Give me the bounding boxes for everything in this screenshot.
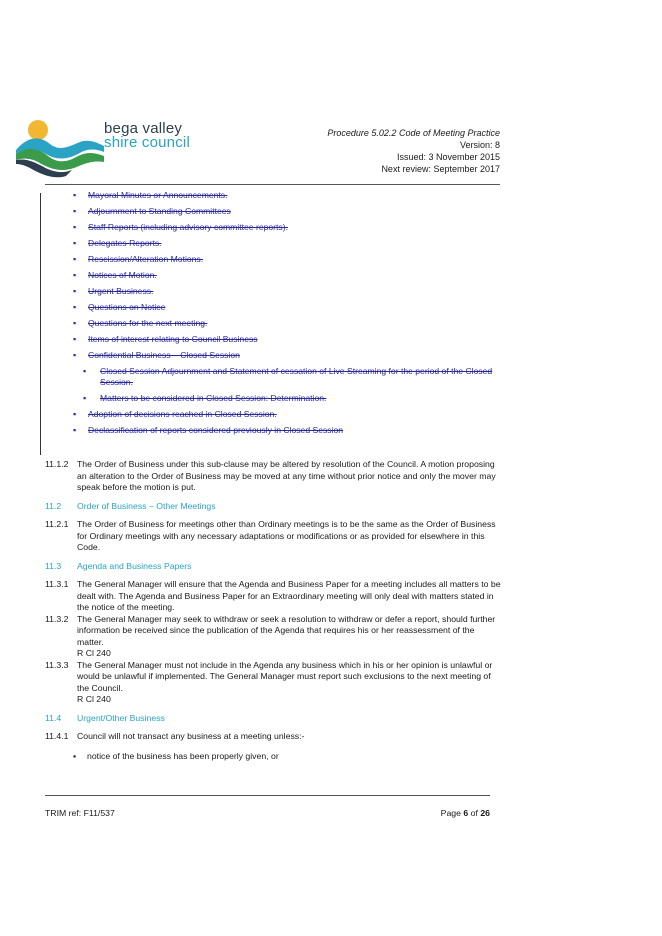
footer-rule: [45, 795, 490, 796]
heading-11-3: 11.3 Agenda and Business Papers: [45, 560, 192, 571]
next-review: Next review: September 2017: [381, 164, 500, 174]
clause-11-4-1-bullet: ▪ notice of the business has been properly given, or: [73, 750, 279, 761]
header-rule: [45, 184, 500, 185]
reference: R Cl 240: [77, 648, 111, 658]
struck-item: ▪ Staff Reports (including advisory committee reports).: [73, 222, 288, 232]
clause-11-4-1: 11.4.1 Council will not transact any business at a meeting unless:-: [45, 731, 305, 741]
struck-item: ▪ Mayoral Minutes or Announcements.: [73, 190, 228, 200]
version: Version: 8: [459, 140, 500, 150]
issued-date: Issued: 3 November 2015: [396, 152, 500, 162]
struck-subitem: ▪ Matters to be considered in Closed Session: Determination.: [83, 393, 327, 403]
page-footer: [45, 808, 490, 818]
revision-bar: [40, 193, 41, 455]
heading-11-4: 11.4 Urgent/Other Business: [45, 712, 165, 723]
struck-order-list: [45, 190, 505, 441]
struck-item: ▪ Rescission/Alteration Motions.: [73, 254, 204, 264]
struck-item: ▪ Urgent Business.: [73, 286, 154, 296]
struck-item: ▪ Questions on Notice: [73, 302, 166, 312]
struck-item: ▪ Questions for the next meeting.: [73, 318, 208, 328]
clause-11-3-2: 11.3.2 The General Manager may seek to withdraw or seek a resolution to withdraw or defer a report, should further information be received since the publication of the Agenda that requires his or her reassessment of the matter. R Cl 240: [45, 613, 496, 658]
struck-item: ▪ Notices of Motion.: [73, 270, 157, 280]
document-body: [45, 459, 503, 762]
bega-valley-logo: [16, 116, 196, 182]
hills-sun-icon: [16, 116, 106, 182]
trim-ref: TRIM ref: F11/537: [45, 808, 115, 818]
clause-11-1-2: 11.1.2 The Order of Business under this sub-clause may be altered by resolution of the Council. A motion proposing an alteration to the Order of Business may be moved at any time without prior notice and only the mover may speak before the motion is put.: [45, 459, 496, 492]
logo-line1: bega valley: [104, 120, 183, 137]
struck-item: ▪ Adjournment to Standing Committees: [73, 206, 231, 216]
struck-item: ▪ Confidential Business – Closed Session: [73, 350, 240, 360]
struck-item: ▪ Adoption of decisions reached in Closed Session.: [73, 409, 277, 419]
reference: R Cl 240: [77, 694, 111, 704]
struck-item: ▪ Delegates Reports.: [73, 238, 162, 248]
procedure-title: Procedure 5.02.2 Code of Meeting Practice: [327, 128, 500, 138]
page-number: Page 6 of 26: [440, 808, 490, 818]
document-header: [327, 127, 500, 175]
clause-11-3-3: 11.3.3 The General Manager must not include in the Agenda any business which in his or her opinion is unlawful or would be unlawful if implemented. The General Manager must report such exclusions to the next meeting of the Council. R Cl 240: [45, 659, 493, 704]
struck-item: ▪ Items of interest relating to Council Business: [73, 334, 258, 344]
clause-11-2-1: 11.2.1 The Order of Business for meetings other than Ordinary meetings is to be the same as the Order of Business for Ordinary meetings with any necessary adaptations or modifications or as provided for elsewhere in this Code.: [45, 519, 496, 552]
logo-line2: shire council: [104, 134, 190, 151]
heading-11-2: 11.2 Order of Business – Other Meetings: [45, 500, 216, 511]
struck-item: ▪ Declassification of reports considered previously in Closed Session: [73, 425, 344, 435]
struck-subitem: ▪ Closed Session Adjournment and Statement of cessation of Live Streaming for the period of the Closed Session.: [83, 366, 493, 387]
clause-11-3-1: 11.3.1 The General Manager will ensure that the Agenda and Business Paper for a meeting includes all matters to be dealt with. The Agenda and Business Paper for an Extraordinary meeting will only deal with matters stated in the notice of the meeting.: [45, 579, 501, 612]
